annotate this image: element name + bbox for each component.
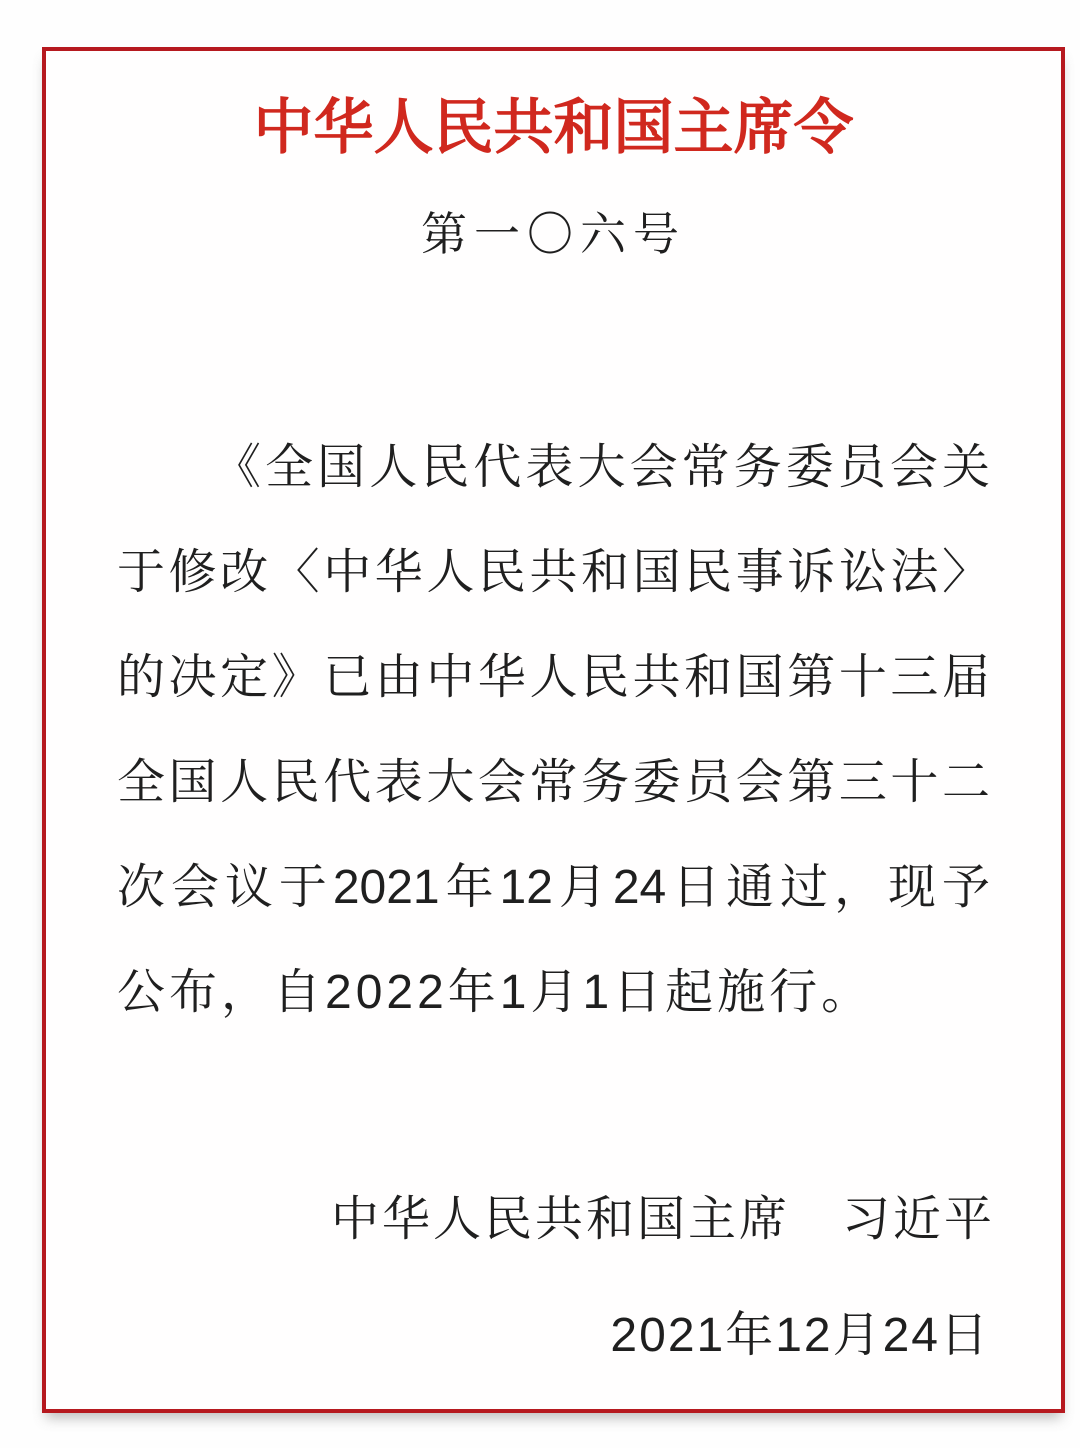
signer-name: 习近平 [841,1193,995,1246]
body-line: 《全国人民代表大会常务委员会关 [213,441,990,494]
decree-date: 2021年12月24日 [610,1309,990,1362]
body-line: 次会议于2021年12月24日通过，现予 [117,861,990,914]
body-line: 于修改〈中华人民共和国民事诉讼法〉 [117,546,990,599]
decree-title: 中华人民共和国主席令 [253,94,854,161]
signature-line [331,1191,995,1249]
signer-title: 中华人民共和国主席 [330,1193,790,1246]
body-line: 全国人民代表大会常务委员会第三十二 [117,756,990,809]
decree-number: 第一〇六号 [421,208,686,260]
body-line: 公布，自2022年1月1日起施行。 [117,966,874,1019]
body-line: 的决定》已由中华人民共和国第十三届 [117,651,990,704]
decree-border-frame [42,47,1065,1413]
decree-body [117,415,990,1045]
